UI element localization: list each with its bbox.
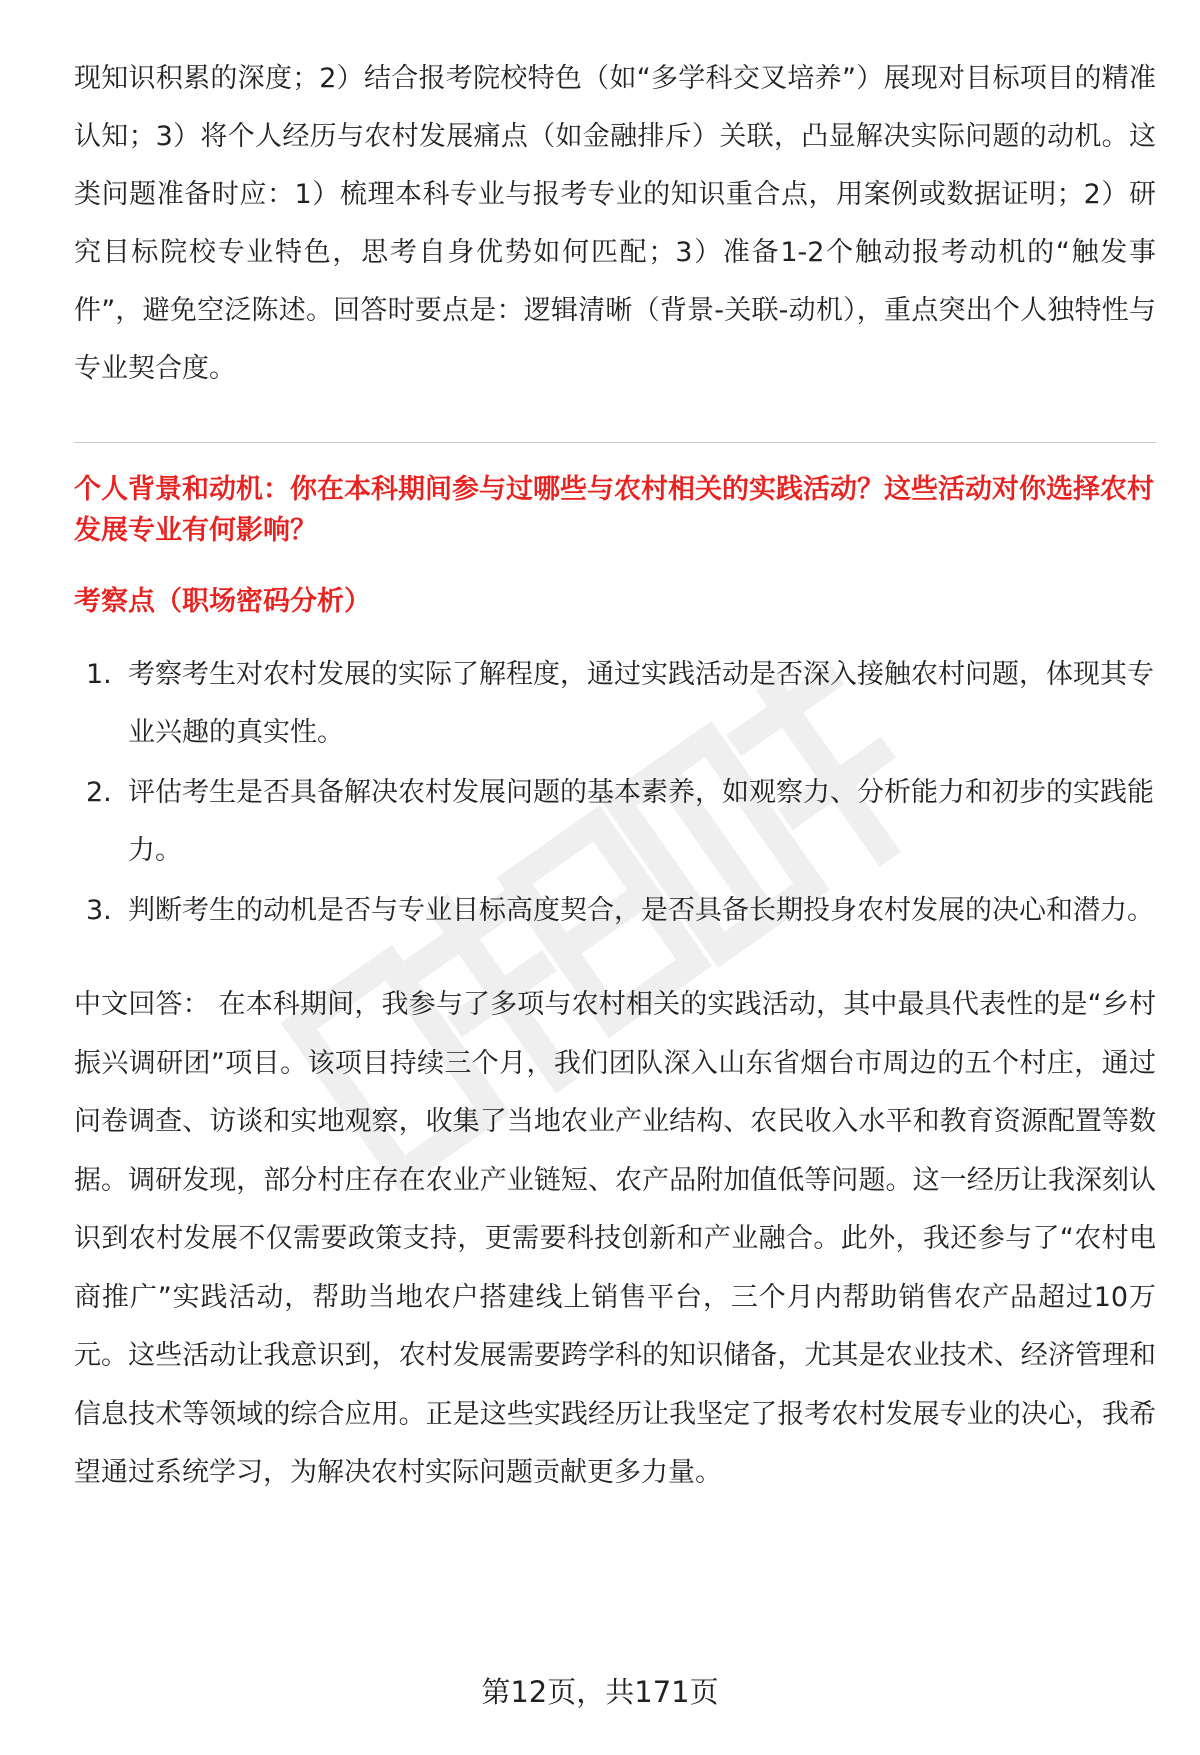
analysis-section-title: 考察点（职场密码分析） bbox=[74, 586, 371, 617]
list-item bbox=[74, 646, 1156, 762]
document-page bbox=[74, 50, 1156, 1503]
list-item-number: 3. bbox=[86, 895, 112, 926]
list-item-text: 评估考生是否具备解决农村发展问题的基本素养，如观察力、分析能力和初步的实践能力。 bbox=[128, 777, 1154, 866]
list-item-number: 2. bbox=[86, 777, 112, 808]
analysis-points-list bbox=[74, 646, 1156, 940]
list-item-number: 1. bbox=[86, 659, 112, 690]
list-item bbox=[74, 882, 1156, 940]
list-item-text: 判断考生的动机是否与专业目标高度契合，是否具备长期投身农村发展的决心和潜力。 bbox=[128, 895, 1154, 926]
list-item-text: 考察考生对农村发展的实际了解程度，通过实践活动是否深入接触农村问题，体现其专业兴趣的真实性。 bbox=[128, 659, 1154, 748]
list-item bbox=[74, 764, 1156, 880]
section-divider bbox=[74, 442, 1156, 443]
question-heading: 个人背景和动机：你在本科期间参与过哪些与农村相关的实践活动？这些活动对你选择农村发展专业有何影响？ bbox=[74, 474, 1154, 546]
answer-paragraph: 中文回答： 在本科期间，我参与了多项与农村相关的实践活动，其中最具代表性的是“乡村振兴调研团”项目。该项目持续三个月，我们团队深入山东省烟台市周边的五个村庄，通过问卷调查、访谈和实地观察，收集了当地农业产业结构、农民收入水平和教育资源配置等数据。调研发现，部分村庄存在农业产业链短、农产品附加值低等问题。这一经历让我深刻认识到农村发展不仅需要政策支持，更需要科技创新和产业融合。此外，我还参与了“农村电商推广”实践活动，帮助当地农户搭建线上销售平台，三个月内帮助销售农产品超过10万元。这些活动让我意识到，农村发展需要跨学科的知识储备，尤其是农业技术、经济管理和信息技术等领域的综合应用。正是这些实践经历让我坚定了报考农村发展专业的决心，我希望通过系统学习，为解决农村实际问题贡献更多力量。 bbox=[74, 989, 1156, 1488]
intro-paragraph: 现知识积累的深度；2）结合报考院校特色（如“多学科交叉培养”）展现对目标项目的精准认知；3）将个人经历与农村发展痛点（如金融排斥）关联，凸显解决实际问题的动机。这类问题准备时应：1）梳理本科专业与报考专业的知识重合点，用案例或数据证明；2）研究目标院校专业特色，思考自身优势如何匹配；3）准备1-2个触动报考动机的“触发事件”，避免空泛陈述。回答时要点是：逻辑清晰（背景-关联-动机），重点突出个人独特性与专业契合度。 bbox=[74, 63, 1156, 384]
page-number-footer: 第12页，共171页 bbox=[481, 1675, 719, 1709]
